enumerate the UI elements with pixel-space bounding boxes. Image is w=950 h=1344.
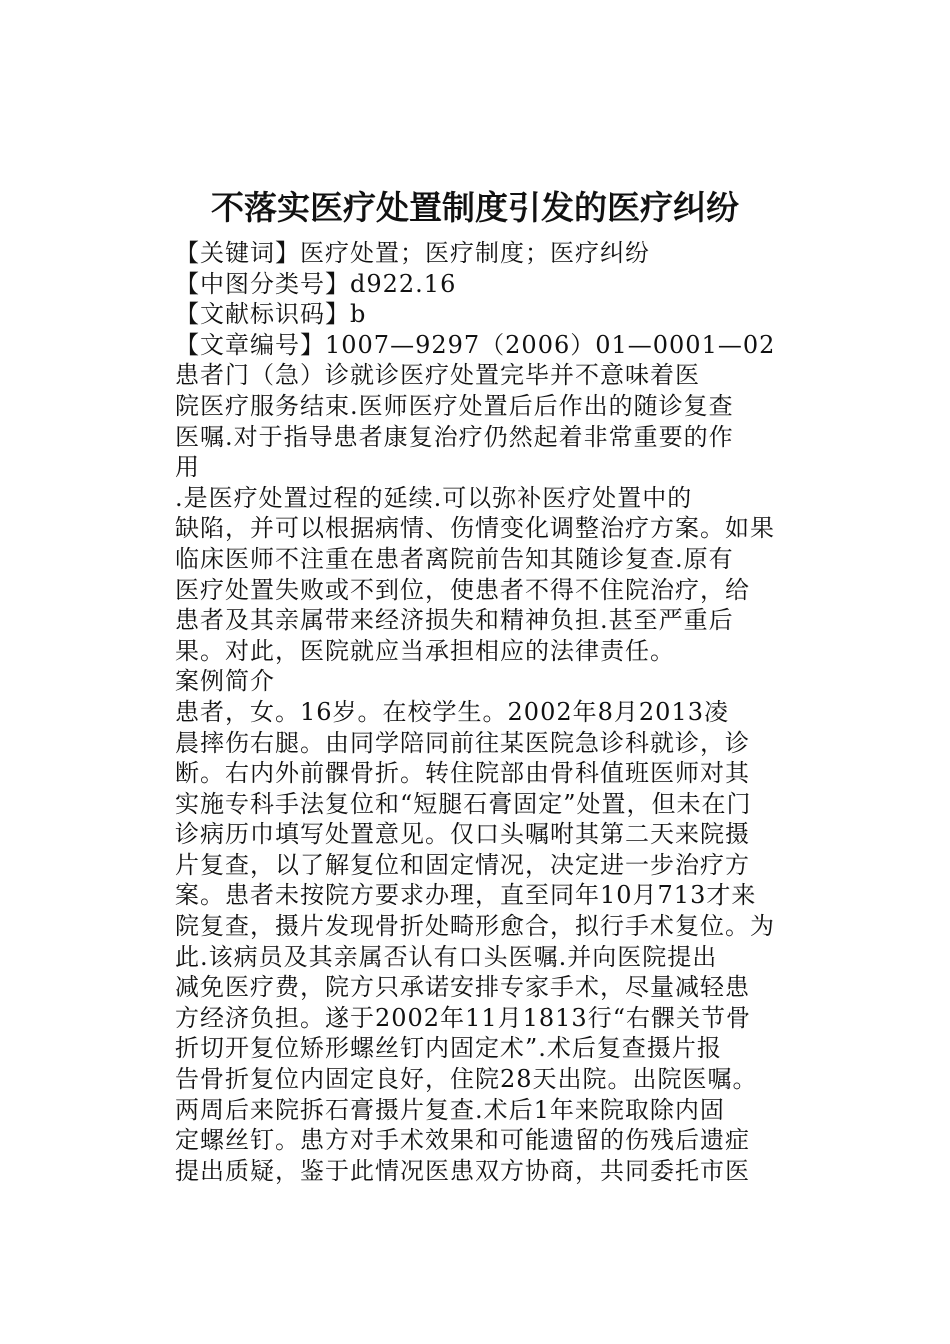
article-number-line: 【文章编号】1007—9297（2006）01—0001—02: [175, 330, 776, 359]
body-line: 减免医疗费，院方只承诺安排专家手术，尽量减轻患: [175, 973, 750, 1002]
body-line: 晨摔伤右腿。由同学陪同前往某医院急诊科就诊，诊: [175, 728, 750, 757]
body-line: 此.该病员及其亲属否认有口头医嘱.并向医院提出: [175, 942, 718, 971]
body-line: 断。右内外前髁骨折。转住院部由骨科值班医师对其: [175, 759, 750, 788]
keywords-line: 【关键词】医疗处置；医疗制度；医疗纠纷: [175, 239, 650, 267]
body-line: 医嘱.对于指导患者康复治疗仍然起着非常重要的作: [175, 422, 734, 451]
body-line: 患者门（急）诊就诊医疗处置完毕并不意味着医: [175, 361, 700, 390]
body-line: 医疗处置失败或不到位，使患者不得不住院治疗，给: [175, 575, 750, 604]
document-code-line: 【文献标识码】b: [175, 300, 367, 329]
body-line: 院医疗服务结束.医师医疗处置后后作出的随诊复查: [175, 391, 734, 420]
body-line: 方经济负担。遂于2002年11月1813行“右髁关节骨: [175, 1003, 751, 1032]
body-line: 折切开复位矫形螺丝钉内固定术”.术后复查摄片报: [175, 1034, 722, 1063]
body-line: 用: [175, 453, 200, 482]
body-line: 患者及其亲属带来经济损失和精神负担.甚至严重后: [175, 606, 734, 635]
body-line: 果。对此，医院就应当承担相应的法律责任。: [175, 636, 675, 665]
body-line: 临床医师不注重在患者离院前告知其随诊复查.原有: [175, 544, 734, 573]
body-line: 诊病历巾填写处置意见。仅口头嘱咐其第二天来院摄: [175, 820, 750, 849]
body-line: 两周后来院拆石膏摄片复查.术后1年来院取除内固: [175, 1095, 725, 1124]
body-line: 院复查，摄片发现骨折处畸形愈合，拟行手术复位。为: [175, 912, 775, 941]
document-title: 不落实医疗处置制度引发的医疗纠纷: [211, 188, 739, 227]
body-line: .是医疗处置过程的延续.可以弥补医疗处置中的: [175, 483, 693, 512]
body-line: 提出质疑，鉴于此情况医患双方协商，共同委托市医: [175, 1156, 750, 1185]
section-heading: 案例简介: [175, 667, 275, 696]
body-line: 案。患者未按院方要求办理，直至同年10月713才来: [175, 881, 757, 910]
classification-line: 【中图分类号】d922.16: [175, 269, 457, 298]
document-body: [175, 238, 815, 1186]
body-line: 片复查，以了解复位和固定情况，决定进一步治疗方: [175, 850, 750, 879]
body-line: 告骨折复位内固定良好，住院28天出院。出院医嘱。: [175, 1065, 758, 1094]
body-line: 定螺丝钉。患方对手术效果和可能遗留的伤残后遗症: [175, 1126, 750, 1155]
body-line: 患者，女。16岁。在校学生。2002年8月2013凌: [175, 697, 729, 726]
body-line: 实施专科手法复位和“短腿石膏固定”处置，但未在门: [175, 789, 752, 818]
body-line: 缺陷，并可以根据病情、伤情变化调整治疗方案。如果: [175, 514, 775, 543]
